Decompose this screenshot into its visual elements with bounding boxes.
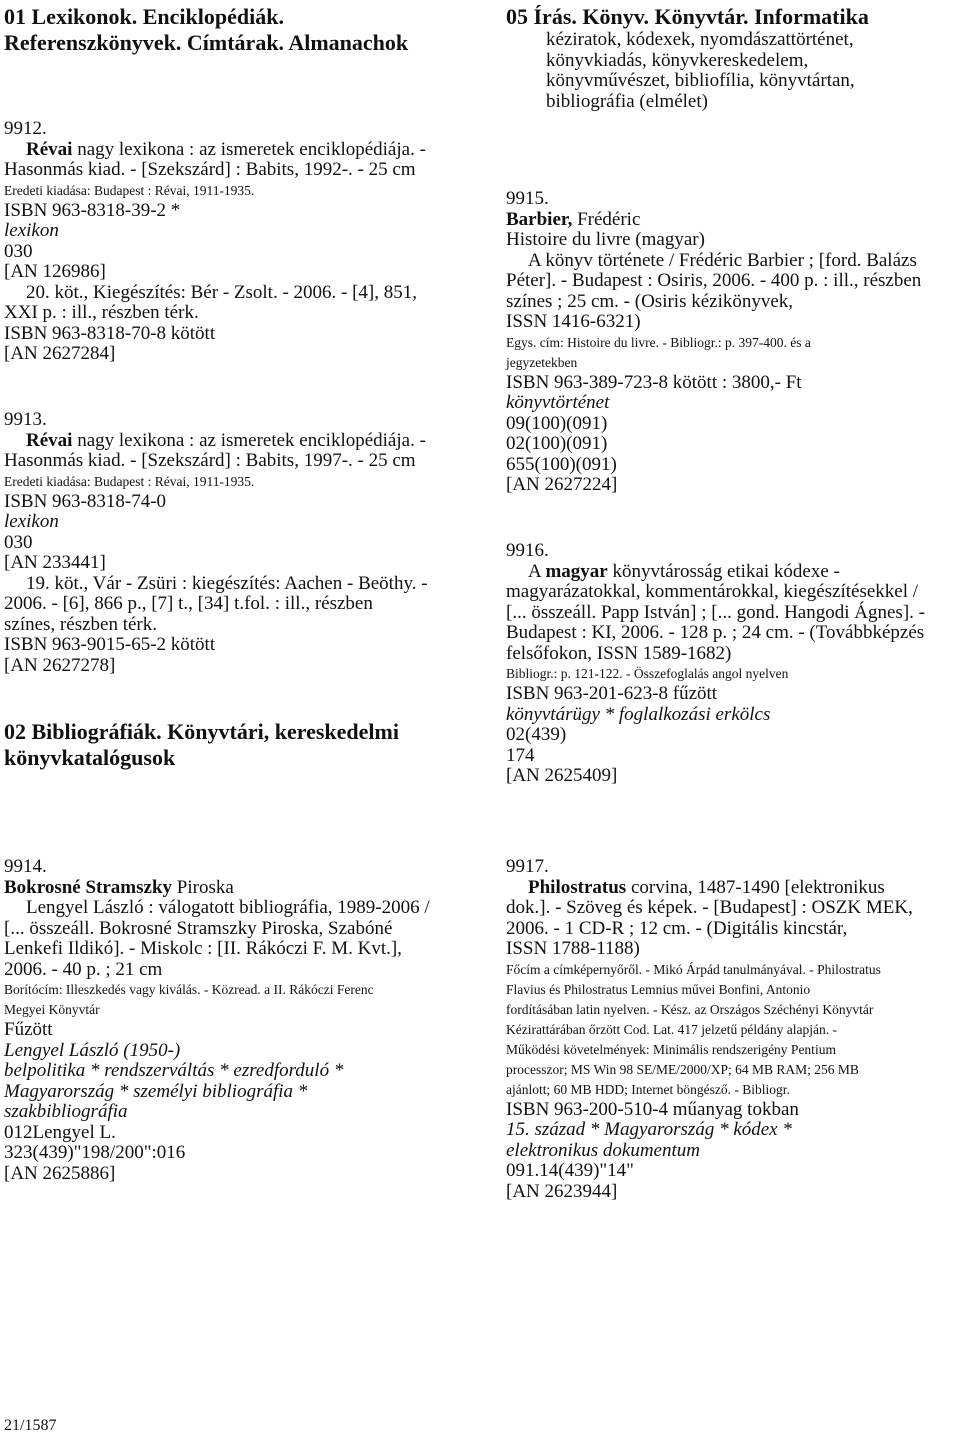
entry-subject: 15. század * Magyarország * kódex * xyxy=(506,1119,792,1140)
entry-an: [AN 2627284] xyxy=(4,343,116,364)
entry-line: Péter]. - Budapest : Osiris, 2006. - 400 p. : ill., részben xyxy=(506,270,922,291)
entry-volume: 19. köt., Vár - Zsüri : kiegészítés: Aachen - Beöthy. - xyxy=(26,572,428,594)
entry-9912 xyxy=(4,119,426,365)
entry-note: Kézirattárában őrzött Cod. Lat. 417 jelzetű példány alapján. - xyxy=(506,1021,837,1037)
entry-author-text: Piroska xyxy=(172,876,234,898)
entry-heading-word: Barbier, xyxy=(506,208,573,230)
entry-volume: színes, részben térk. xyxy=(4,613,157,635)
entry-9913 xyxy=(4,410,428,676)
entry-note: Eredeti kiadása: Budapest : Révai, 1911-1935. xyxy=(4,182,255,198)
entry-subject: könyvtárügy * foglalkozási erkölcs xyxy=(506,703,771,725)
entry-line: 2006. - 1 CD-R ; 12 cm. - (Digitális kincstár, xyxy=(506,917,848,939)
entry-note: Flavius és Philostratus Lemnius művei Bonfini, Antonio xyxy=(506,981,811,997)
entry-isbn: ISBN 963-8318-74-0 xyxy=(4,490,167,512)
entry-title-text: nagy lexikona : az ismeretek enciklopédiája. - xyxy=(72,429,426,451)
entry-number: 9916. xyxy=(506,540,549,561)
entry-title xyxy=(4,431,428,452)
entry-title xyxy=(4,140,426,161)
entry-an: [AN 2625409] xyxy=(506,765,618,786)
entry-line: Hasonmás kiad. - [Szekszárd] : Babits, 1992-. - 25 cm xyxy=(4,159,416,180)
entry-an: [AN 233441] xyxy=(4,552,106,573)
entry-author xyxy=(506,210,921,231)
entry-title-text: corvina, 1487-1490 [elektronikus xyxy=(626,876,885,898)
entry-udc: 030 xyxy=(4,240,33,262)
entry-note: processzor; MS Win 98 SE/ME/2000/XP; 64 MB RAM; 256 MB xyxy=(506,1061,859,1077)
section-heading-02 xyxy=(4,719,399,771)
entry-note: Főcím a címképernyőről. - Mikó Árpád tanulmányával. - Philostratus xyxy=(506,961,881,977)
entry-note: Megyei Könyvtár xyxy=(4,1002,100,1017)
entry-isbn: ISBN 963-389-723-8 kötött : 3800,- Ft xyxy=(506,371,802,393)
entry-number: 9914. xyxy=(4,856,47,877)
entry-line: [... összeáll. Bokrosné Stramszky Piroska, Szabóné xyxy=(4,917,393,939)
entry-volume: XXI p. : ill., részben térk. xyxy=(4,302,199,323)
section-subtitle-line: bibliográfia (elmélet) xyxy=(546,90,708,112)
entry-line: dok.]. - Szöveg és képek. - [Budapest] : OSZK MEK, xyxy=(506,897,913,918)
entry-an: [AN 126986] xyxy=(4,261,106,282)
entry-number: 9917. xyxy=(506,856,549,877)
entry-subject: szakbibliográfia xyxy=(4,1101,128,1122)
entry-udc: 02(100)(091) xyxy=(506,433,608,454)
entry-isbn: ISBN 963-9015-65-2 kötött xyxy=(4,634,216,655)
entry-subject: belpolitika * rendszerváltás * ezredforduló * xyxy=(4,1060,344,1081)
entry-isbn: ISBN 963-201-623-8 fűzött xyxy=(506,683,718,704)
entry-9916 xyxy=(506,541,925,787)
entry-line: Hasonmás kiad. - [Szekszárd] : Babits, 1997-. - 25 cm xyxy=(4,450,416,471)
entry-heading-word: Philostratus xyxy=(528,876,627,898)
entry-title-text: nagy lexikona : az ismeretek enciklopédiája. - xyxy=(72,138,426,160)
entry-udc: 02(439) xyxy=(506,724,567,745)
entry-isbn: ISBN 963-200-510-4 műanyag tokban xyxy=(506,1098,799,1120)
entry-9914 xyxy=(4,857,430,1184)
entry-udc: 030 xyxy=(4,531,33,553)
entry-author-text: Frédéric xyxy=(572,208,641,230)
entry-udc: 091.14(439)"14" xyxy=(506,1160,634,1181)
entry-subject: lexikon xyxy=(4,511,59,532)
entry-udc: 012Lengyel L. xyxy=(4,1121,116,1143)
entry-line: színes ; 25 cm. - (Osiris kézikönyvek, xyxy=(506,290,794,312)
entry-isbn: ISBN 963-8318-70-8 kötött xyxy=(4,322,216,344)
entry-9915 xyxy=(506,189,921,496)
entry-title: A könyv története / Frédéric Barbier ; [ford. Balázs xyxy=(528,249,917,271)
entry-note: fordításában latin nyelven. - Kész. az Országos Széchényi Könyvtár xyxy=(506,1001,874,1017)
entry-line: ISSN 1788-1188) xyxy=(506,938,640,959)
entry-number: 9913. xyxy=(4,409,47,430)
entry-author xyxy=(4,878,430,899)
entry-title: Lengyel László : válogatott bibliográfia, 1989-2006 / xyxy=(26,897,430,918)
entry-volume: 20. köt., Kiegészítés: Bér - Zsolt. - 2006. - [4], 851, xyxy=(26,281,418,303)
entry-line: magyarázatokkal, kommentárokkal, kiegészítésekkel / xyxy=(506,581,919,602)
entry-note: Bibliogr.: p. 121-122. - Összefoglalás angol nyelven xyxy=(506,666,789,681)
entry-line: felsőfokon, ISSN 1589-1682) xyxy=(506,642,732,664)
entry-heading-word: magyar xyxy=(545,560,608,582)
entry-an: [AN 2627278] xyxy=(4,654,116,676)
entry-subject: Magyarország * személyi bibliográfia * xyxy=(4,1080,308,1102)
entry-line: 2006. - 40 p. ; 21 cm xyxy=(4,958,163,980)
entry-title xyxy=(506,562,925,583)
entry-number: 9915. xyxy=(506,188,549,209)
entry-an: [AN 2623944] xyxy=(506,1180,618,1202)
section-title-line: Referenszkönyvek. Címtárak. Almanachok xyxy=(4,30,409,55)
section-subtitle-line: kéziratok, kódexek, nyomdászattörténet, xyxy=(546,29,854,50)
entry-note: Egys. cím: Histoire du livre. - Bibliogr.: p. 397-400. és a xyxy=(506,334,811,350)
entry-note: ajánlott; 60 MB HDD; Internet böngésző. - Bibliogr. xyxy=(506,1081,790,1097)
entry-subject: könyvtörténet xyxy=(506,392,610,413)
entry-note: Borítócím: Illeszkedés vagy kiválás. - Közread. a II. Rákóczi Ferenc xyxy=(4,982,374,997)
entry-heading-word: Bokrosné Stramszky xyxy=(4,876,173,898)
entry-subject: lexikon xyxy=(4,220,59,241)
entry-line: ISSN 1416-6321) xyxy=(506,311,641,332)
entry-subject: elektronikus dokumentum xyxy=(506,1139,700,1161)
section-title-line: 01 Lexikonok. Enciklopédiák. xyxy=(4,4,284,29)
entry-title xyxy=(506,878,913,899)
entry-9917 xyxy=(506,857,913,1202)
section-heading-01 xyxy=(4,4,408,56)
entry-line: Budapest : KI, 2006. - 128 p. ; 24 cm. - (Továbbképzés xyxy=(506,622,925,643)
section-subtitle-line: könyvművészet, bibliofília, könyvtártan, xyxy=(546,70,855,91)
entry-udc: 655(100)(091) xyxy=(506,453,617,475)
section-subtitle-line: könyvkiadás, könyvkereskedelem, xyxy=(546,49,809,71)
entry-line: [... összeáll. Papp István] ; [... gond. Hangodi Ágnes]. - xyxy=(506,601,925,623)
page-number: 21/1587 xyxy=(4,1417,57,1434)
section-heading-05 xyxy=(506,4,869,112)
entry-udc: 09(100)(091) xyxy=(506,412,608,434)
entry-heading-word: Révai xyxy=(26,138,73,160)
entry-heading-word: Révai xyxy=(26,429,73,451)
entry-line: Lenkefi Ildikó]. - Miskolc : [II. Rákóczi F. M. Kvt.], xyxy=(4,938,402,959)
entry-an: [AN 2627224] xyxy=(506,474,618,495)
section-title-line: könyvkatalógusok xyxy=(4,745,176,770)
entry-udc: 174 xyxy=(506,744,535,766)
entry-udc: 323(439)"198/200":016 xyxy=(4,1142,186,1163)
entry-title-prefix: A xyxy=(528,560,546,582)
entry-note: Működési követelmények: Minimális rendszerigény Pentium xyxy=(506,1041,836,1057)
entry-volume: 2006. - [6], 866 p., [7] t., [34] t.fol. : ill., részben xyxy=(4,593,373,614)
entry-isbn: ISBN 963-8318-39-2 * xyxy=(4,199,181,221)
entry-subject: Lengyel László (1950-) xyxy=(4,1039,181,1061)
entry-an: [AN 2625886] xyxy=(4,1162,116,1184)
entry-binding: Fűzött xyxy=(4,1019,53,1040)
entry-uniform-title: Histoire du livre (magyar) xyxy=(506,229,705,250)
entry-note: Eredeti kiadása: Budapest : Révai, 1911-1935. xyxy=(4,473,255,489)
entry-number: 9912. xyxy=(4,118,47,139)
section-title-line: 05 Írás. Könyv. Könyvtár. Informatika xyxy=(506,4,869,29)
section-title-line: 02 Bibliográfiák. Könyvtári, kereskedelmi xyxy=(4,719,399,744)
entry-note: jegyzetekben xyxy=(506,354,578,370)
entry-title-text: könyvtárosság etikai kódexe - xyxy=(607,560,840,582)
